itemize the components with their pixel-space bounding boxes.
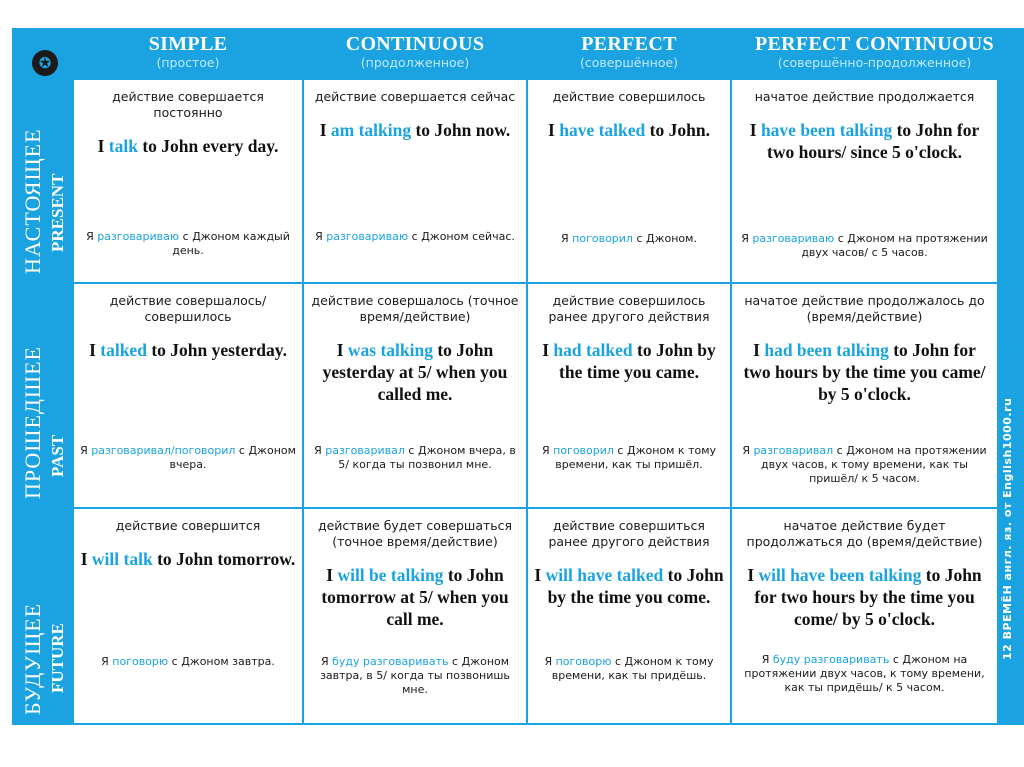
translation-text: Я	[320, 655, 333, 668]
example-text: to John by the time you come.	[547, 565, 724, 607]
example-verb: was talking	[347, 340, 433, 360]
translation-text: с Джоном завтра.	[168, 655, 275, 668]
tense-cell	[74, 509, 302, 723]
example-sentence	[528, 119, 730, 141]
tense-cell	[732, 284, 997, 507]
translation-text: с Джоном вчера.	[169, 444, 296, 471]
translation-verb: буду разговаривать	[772, 653, 890, 666]
column-title: SIMPLE	[148, 33, 228, 55]
row-label-en: FUTURE	[48, 623, 67, 693]
example-text: to John for two hours by the time you came/ by 5 o'clock.	[743, 340, 986, 404]
tense-cell	[304, 284, 526, 507]
tense-description: начатое действие будет продолжаться до (время/действие)	[746, 518, 983, 549]
translation-verb: разговаривал	[753, 444, 834, 457]
row-label-ru: БУДУЩЕЕ	[20, 602, 45, 715]
row-label-en: PRESENT	[48, 173, 67, 252]
header-perfect-continuous	[732, 28, 1017, 80]
translation-verb: поговорю	[112, 655, 169, 668]
translation-text: с Джоном вчера, в 5/ когда ты позвонил мне.	[338, 444, 516, 471]
tense-cell	[732, 509, 997, 723]
translation	[732, 232, 997, 260]
example-text: to John every day.	[137, 136, 279, 156]
example-sentence	[74, 548, 302, 570]
example-verb: have been talking	[760, 120, 893, 140]
translation	[74, 655, 302, 669]
translation-text: с Джоном на протяжении двух часов, к тому времени, как ты пришёл/ к 5 часом.	[761, 444, 987, 485]
example-verb: talk	[108, 136, 138, 156]
translation-text: Я	[314, 444, 326, 457]
example-verb: will be talking	[337, 565, 444, 585]
tense-cell	[304, 509, 526, 723]
example-verb: am talking	[330, 120, 412, 140]
translation-verb: разговаривал/поговорил	[91, 444, 236, 457]
tense-description: действие будет совершаться (точное время/действие)	[317, 518, 513, 549]
example-text: I	[336, 340, 348, 360]
example-text: to John now.	[411, 120, 511, 140]
star-circle-icon: ✪	[32, 50, 58, 76]
column-subtitle: (простое)	[156, 55, 220, 70]
translation-verb: разговариваю	[752, 232, 835, 245]
tenses-table	[12, 28, 1024, 725]
example-text: to John for two hours by the time you come/ by 5 o'clock.	[754, 565, 982, 629]
translation	[304, 444, 526, 472]
tense-description: действие совершается сейчас	[314, 89, 516, 104]
tense-cell	[74, 284, 302, 507]
tense-description: начатое действие продолжается	[754, 89, 975, 104]
translation-text: с Джоном на протяжении двух часов, к тому времени, как ты придёшь/ к 5 часом.	[744, 653, 985, 694]
example-sentence	[528, 564, 730, 608]
translation-text: Я	[761, 653, 773, 666]
tense-description: действие совершалось/совершилось	[109, 293, 267, 324]
tense-description: действие совершиться ранее другого действия	[548, 518, 710, 549]
side-tag	[997, 346, 1022, 666]
tense-description: действие совершалось (точное время/действие)	[311, 293, 519, 324]
example-sentence	[304, 119, 526, 141]
translation-text: Я	[742, 444, 754, 457]
example-text: I	[534, 565, 546, 585]
translation	[74, 444, 302, 472]
translation	[74, 230, 302, 258]
example-text: I	[89, 340, 101, 360]
translation-verb: разговариваю	[326, 230, 409, 243]
translation-text: Я	[541, 444, 554, 457]
example-text: I	[749, 120, 761, 140]
translation-text: Я	[101, 655, 113, 668]
translation	[732, 444, 997, 486]
example-sentence	[74, 339, 302, 361]
row-label-ru: НАСТОЯЩЕЕ	[20, 128, 45, 274]
example-text: to John by the time you came.	[559, 340, 716, 382]
example-text: I	[319, 120, 331, 140]
tense-cell	[732, 80, 997, 282]
tense-cell	[304, 80, 526, 282]
column-title: PERFECT	[581, 33, 677, 55]
translation-text: с Джоном завтра, в 5/ когда ты позвонишь мне.	[320, 655, 510, 696]
example-sentence	[304, 339, 526, 405]
example-sentence	[304, 564, 526, 630]
row-label-past	[12, 284, 74, 507]
translation-verb: поговорил	[553, 444, 614, 457]
example-verb: will have been talking	[758, 565, 922, 585]
translation	[528, 232, 730, 246]
tense-description: действие совершилось	[552, 89, 706, 104]
tense-description: действие совершается постоянно	[112, 89, 264, 120]
translation-verb: разговаривал	[325, 444, 405, 457]
translation-text: с Джоном каждый день.	[172, 230, 290, 257]
tense-description: начатое действие продолжалось до (время/действие)	[744, 293, 985, 324]
header-perfect	[528, 28, 730, 80]
tense-description: действие совершится	[115, 518, 261, 533]
column-subtitle: (совершённое)	[579, 55, 679, 70]
translation-verb: поговорил	[572, 232, 633, 245]
example-verb: talked	[100, 340, 147, 360]
example-verb: had been talking	[764, 340, 889, 360]
example-sentence	[74, 135, 302, 157]
example-text: to John yesterday at 5/ when you called me.	[322, 340, 508, 404]
example-text: I	[753, 340, 765, 360]
translation-text: Я	[544, 655, 556, 668]
translation-text: с Джоном к тому времени, как ты придёшь.	[551, 655, 714, 682]
example-text: I	[326, 565, 338, 585]
example-verb: had talked	[553, 340, 633, 360]
translation	[528, 444, 730, 472]
tense-cell	[74, 80, 302, 282]
example-text: to John tomorrow at 5/ when you call me.	[321, 565, 509, 629]
example-verb: will have talked	[545, 565, 664, 585]
translation-text: с Джоном к тому времени, как ты пришёл.	[555, 444, 717, 471]
example-sentence	[732, 339, 997, 405]
translation-verb: разговариваю	[97, 230, 180, 243]
row-label-en: PAST	[48, 434, 67, 477]
example-text: to John tomorrow.	[152, 549, 296, 569]
tense-description: действие совершилось ранее другого действия	[548, 293, 710, 324]
translation-text: Я	[561, 232, 573, 245]
translation	[304, 655, 526, 697]
example-text: I	[548, 120, 560, 140]
header-simple	[74, 28, 302, 80]
column-title: CONTINUOUS	[345, 33, 485, 55]
row-label-present	[12, 80, 74, 282]
translation-text: Я	[80, 444, 92, 457]
row-label-future	[12, 509, 74, 723]
example-sentence	[528, 339, 730, 383]
translation	[528, 655, 730, 683]
tense-cell	[528, 284, 730, 507]
translation-text: с Джоном.	[632, 232, 697, 245]
translation-verb: буду разговаривать	[332, 655, 449, 668]
translation	[732, 653, 997, 695]
translation-text: Я	[315, 230, 327, 243]
example-sentence	[732, 119, 997, 163]
example-text: I	[97, 136, 109, 156]
example-text: to John yesterday.	[146, 340, 287, 360]
column-title: PERFECT CONTINUOUS	[755, 33, 994, 55]
tense-cell	[528, 509, 730, 723]
example-text: to John.	[645, 120, 710, 140]
example-text: I	[80, 549, 92, 569]
example-text: I	[542, 340, 554, 360]
translation	[304, 230, 526, 244]
row-label-ru: ПРОШЕДШЕЕ	[20, 346, 45, 499]
example-verb: have talked	[559, 120, 646, 140]
example-verb: will talk	[91, 549, 153, 569]
column-subtitle: (продолженное)	[360, 55, 470, 70]
translation-text: с Джоном сейчас.	[408, 230, 515, 243]
tense-cell	[528, 80, 730, 282]
example-text: I	[747, 565, 759, 585]
translation-text: с Джоном на протяжении двух часов/ с 5 часов.	[801, 232, 988, 259]
example-text: to John for two hours/ since 5 o'clock.	[767, 120, 980, 162]
translation-verb: поговорю	[555, 655, 612, 668]
side-tag-text: 12 ВРЕМЁН англ. яз. от English1000.ru	[1001, 397, 1014, 660]
translation-text: Я	[741, 232, 753, 245]
translation-text: Я	[86, 230, 98, 243]
header-continuous	[304, 28, 526, 80]
example-sentence	[732, 564, 997, 630]
column-subtitle: (совершённо-продолженное)	[777, 55, 972, 70]
